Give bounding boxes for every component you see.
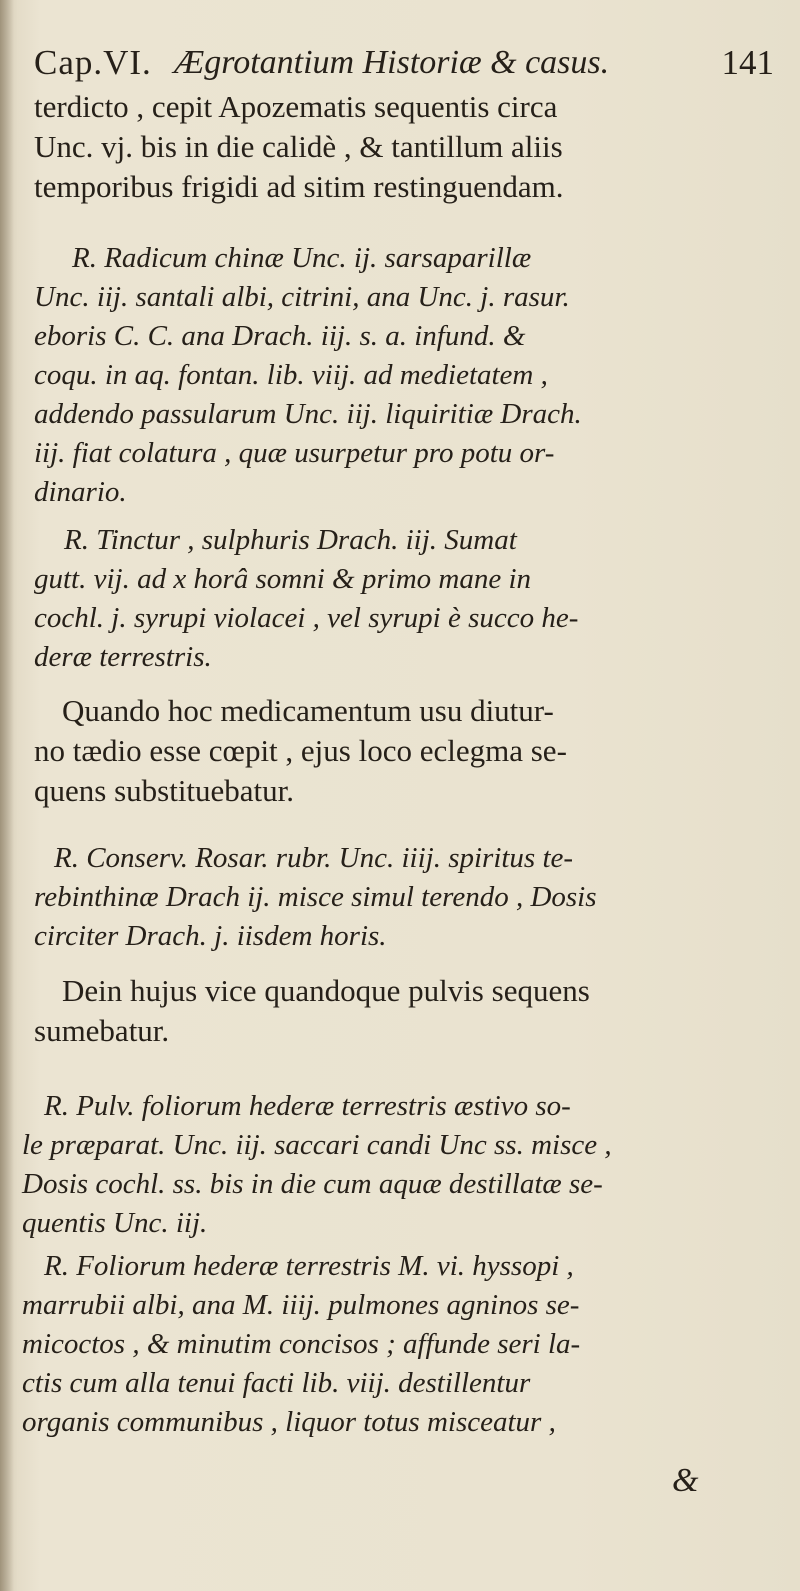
text-line: Unc. vj. bis in die calidè , & tantillum aliis bbox=[34, 129, 563, 164]
text-line: eboris C. C. ana Drach. iij. s. a. infund. & bbox=[34, 320, 526, 352]
text-line: Dein hujus vice quandoque pulvis sequens bbox=[62, 973, 590, 1008]
catchword: & bbox=[672, 1462, 699, 1499]
text-line: Dosis cochl. ss. bis in die cum aquæ destillatæ se- bbox=[22, 1168, 603, 1200]
text-line: ctis cum alla tenui facti lib. viij. destillentur bbox=[22, 1367, 531, 1399]
gutter-shadow bbox=[0, 0, 14, 1591]
text-line: Quando hoc medicamentum usu diutur- bbox=[62, 693, 554, 728]
page-number: 141 bbox=[721, 43, 774, 82]
text-line: organis communibus , liquor totus misceatur , bbox=[22, 1406, 556, 1438]
text-line: cochl. j. syrupi violacei , vel syrupi è succo he- bbox=[34, 602, 579, 634]
running-title: Ægrotantium Historiæ & casus. bbox=[174, 44, 610, 81]
text-line: R. Tinctur , sulphuris Drach. iij. Sumat bbox=[64, 524, 517, 556]
chapter-label: Cap.VI. bbox=[34, 43, 152, 82]
text-line: terdicto , cepit Apozematis sequentis circa bbox=[34, 89, 558, 124]
text-line: micoctos , & minutim concisos ; affunde seri la- bbox=[22, 1328, 581, 1360]
text-line: marrubii albi, ana M. iiij. pulmones agninos se- bbox=[22, 1289, 580, 1321]
text-line: temporibus frigidi ad sitim restinguendam. bbox=[34, 169, 564, 204]
text-line: no tædio esse cœpit , ejus loco eclegma se- bbox=[34, 733, 567, 768]
text-line: iij. fiat colatura , quæ usurpetur pro potu or- bbox=[34, 437, 555, 469]
text-line: le præparat. Unc. iij. saccari candi Unc ss. misce , bbox=[22, 1129, 612, 1161]
text-line: deræ terrestris. bbox=[34, 641, 212, 673]
text-line: addendo passularum Unc. iij. liquiritiæ Drach. bbox=[34, 398, 582, 430]
text-line: quentis Unc. iij. bbox=[22, 1207, 208, 1239]
text-line: R. Pulv. foliorum hederæ terrestris æstivo so- bbox=[44, 1090, 571, 1122]
text-line: coqu. in aq. fontan. lib. viij. ad medietatem , bbox=[34, 359, 548, 391]
text-line: quens substituebatur. bbox=[34, 773, 295, 808]
text-line: rebinthinæ Drach ij. misce simul terendo , Dosis bbox=[34, 881, 597, 913]
text-line: Unc. iij. santali albi, citrini, ana Unc. j. rasur. bbox=[34, 281, 570, 313]
text-line: sumebatur. bbox=[34, 1013, 170, 1048]
text-line: circiter Drach. j. iisdem horis. bbox=[34, 920, 387, 952]
text-line: R. Radicum chinæ Unc. ij. sarsaparillæ bbox=[72, 242, 532, 274]
text-line: dinario. bbox=[34, 476, 127, 508]
text-line: R. Foliorum hederæ terrestris M. vi. hyssopi , bbox=[44, 1250, 574, 1282]
text-line: R. Conserv. Rosar. rubr. Unc. iiij. spiritus te- bbox=[54, 842, 574, 874]
text-line: gutt. vij. ad x horâ somni & primo mane in bbox=[34, 563, 532, 595]
running-header bbox=[34, 38, 774, 88]
